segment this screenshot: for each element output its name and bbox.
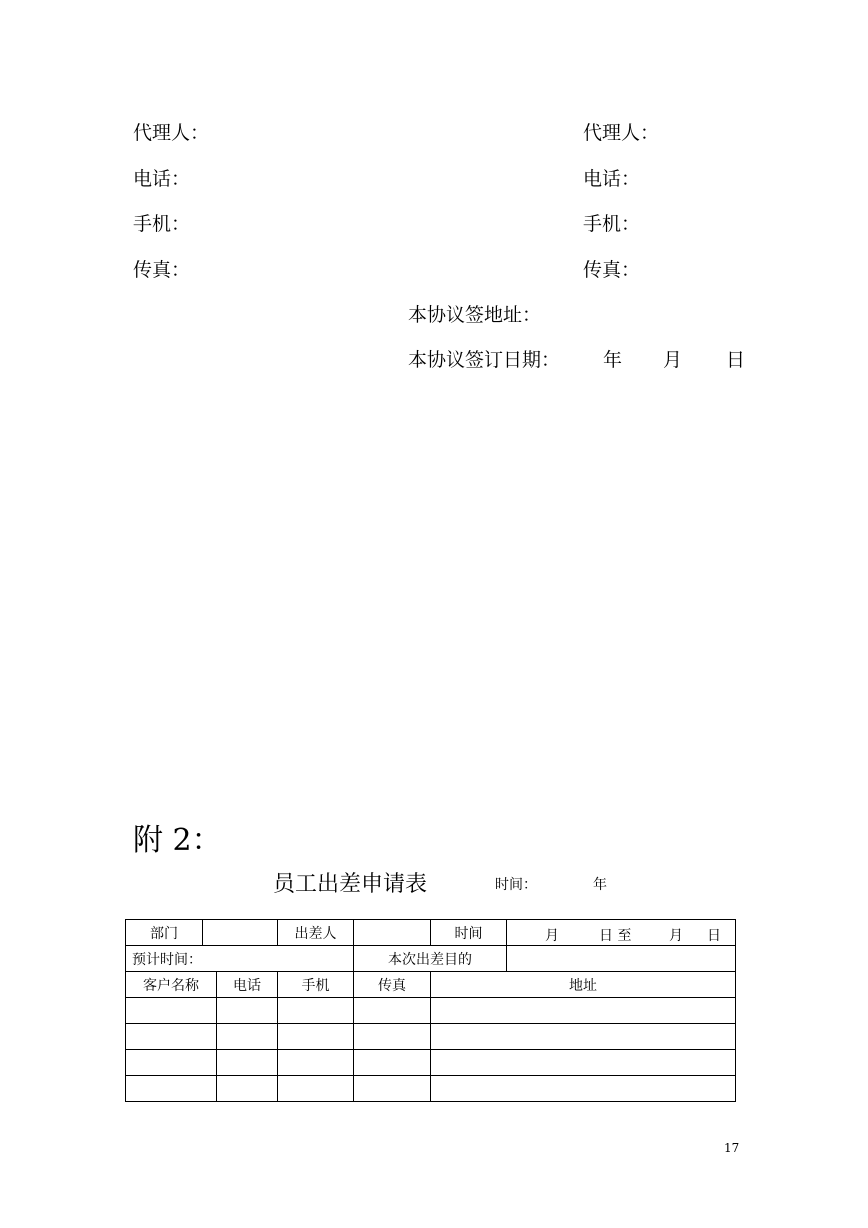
dept-value-cell[interactable] [203, 920, 278, 946]
address-cell[interactable] [431, 998, 736, 1024]
table-row [126, 1076, 736, 1102]
form-year-label: 年 [593, 877, 607, 893]
right-phone-label: 电话： [583, 168, 641, 190]
table-row [126, 946, 736, 972]
sign-date-day: 日 [726, 349, 746, 371]
right-mobile-label: 手机： [583, 213, 641, 235]
to-day: 日 [707, 928, 721, 944]
to-month: 月 [669, 928, 683, 944]
client-name-cell[interactable] [126, 1024, 217, 1050]
table-row [126, 1024, 736, 1050]
table-row [126, 998, 736, 1024]
table-header-row [126, 972, 736, 998]
travel-application-table [125, 919, 736, 1102]
left-phone-label: 电话： [133, 168, 191, 190]
left-agent-label: 代理人： [133, 122, 210, 144]
phone-header: 电话 [217, 972, 278, 998]
right-agent-label: 代理人： [583, 122, 660, 144]
traveler-header: 出差人 [278, 920, 354, 946]
phone-cell[interactable] [217, 1050, 278, 1076]
address-header: 地址 [431, 972, 736, 998]
address-cell[interactable] [431, 1050, 736, 1076]
mobile-cell[interactable] [278, 1076, 354, 1102]
address-cell[interactable] [431, 1024, 736, 1050]
planned-time-cell[interactable]: 预计时间： [126, 946, 354, 972]
purpose-value-cell[interactable] [507, 946, 736, 972]
sign-date-year: 年 [603, 349, 623, 371]
right-fax-label: 传真： [583, 259, 641, 281]
sign-date-month: 月 [663, 349, 683, 371]
left-fax-label: 传真： [133, 259, 191, 281]
fax-cell[interactable] [354, 1076, 431, 1102]
sign-date-line [408, 345, 746, 372]
mobile-cell[interactable] [278, 998, 354, 1024]
sign-date-label: 本协议签订日期： [408, 349, 561, 371]
attachment-heading: 附 2： [133, 823, 222, 858]
phone-cell[interactable] [217, 998, 278, 1024]
table-row [126, 920, 736, 946]
client-name-cell[interactable] [126, 1076, 217, 1102]
client-name-cell[interactable] [126, 998, 217, 1024]
page-number: 17 [724, 1141, 740, 1155]
mobile-cell[interactable] [278, 1050, 354, 1076]
purpose-header: 本次出差目的 [354, 946, 507, 972]
dept-header: 部门 [126, 920, 203, 946]
from-day: 日 至 [599, 928, 632, 944]
time-header: 时间 [431, 920, 507, 946]
client-name-cell[interactable] [126, 1050, 217, 1076]
fax-header: 传真 [354, 972, 431, 998]
client-name-header: 客户名称 [126, 972, 217, 998]
fax-cell[interactable] [354, 1024, 431, 1050]
traveler-value-cell[interactable] [354, 920, 431, 946]
form-time-label: 时间： [495, 877, 537, 893]
fax-cell[interactable] [354, 1050, 431, 1076]
fax-cell[interactable] [354, 998, 431, 1024]
mobile-header: 手机 [278, 972, 354, 998]
phone-cell[interactable] [217, 1024, 278, 1050]
address-cell[interactable] [431, 1076, 736, 1102]
form-title: 员工出差申请表 [273, 872, 428, 897]
from-month: 月 [545, 928, 559, 944]
date-range-cell[interactable] [507, 920, 736, 946]
sign-address-label: 本协议签地址： [408, 304, 542, 326]
phone-cell[interactable] [217, 1076, 278, 1102]
left-mobile-label: 手机： [133, 213, 191, 235]
mobile-cell[interactable] [278, 1024, 354, 1050]
table-row [126, 1050, 736, 1076]
